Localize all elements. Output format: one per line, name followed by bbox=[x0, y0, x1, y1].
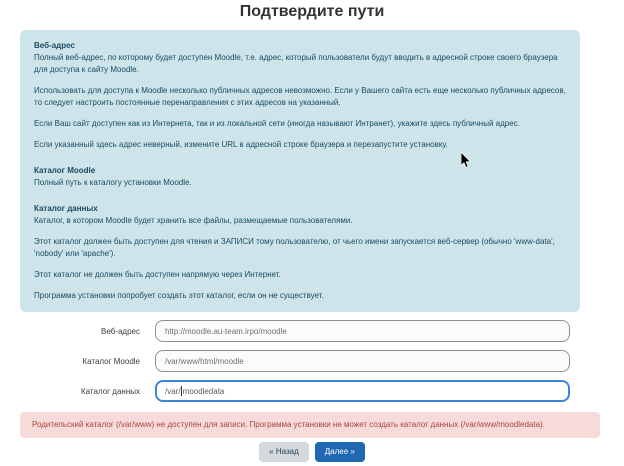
info-paragraph: Этот каталог не должен быть доступен напрямую через Интернет. bbox=[34, 270, 281, 279]
data-dir-row bbox=[20, 380, 586, 402]
info-section-web-address bbox=[34, 40, 566, 151]
moodle-dir-label: Каталог Moodle bbox=[82, 356, 140, 366]
info-section-moodle-dir bbox=[34, 165, 566, 189]
info-paragraph: Программа установки попробует создать этот каталог, если он не существует. bbox=[34, 291, 324, 300]
moodle-dir-row bbox=[20, 350, 586, 372]
info-heading: Веб-адрес bbox=[34, 41, 75, 50]
moodle-dir-input[interactable] bbox=[155, 350, 570, 372]
info-heading: Каталог данных bbox=[34, 204, 98, 213]
data-dir-value-before-caret: /var/ bbox=[165, 386, 181, 396]
data-dir-value-after-caret: moodledata bbox=[182, 386, 225, 396]
web-address-input[interactable] bbox=[155, 320, 570, 342]
data-dir-label: Каталог данных bbox=[80, 386, 140, 396]
info-paragraph: Полный путь к каталогу установки Moodle. bbox=[34, 178, 192, 187]
page-title: Подтвердите пути bbox=[239, 3, 385, 20]
info-paragraph: Полный веб-адрес, по которому будет доступен Moodle, т.е. адрес, который пользователи будут вводить в адресной строке своего браузера для доступа к сайту Moodle. bbox=[34, 53, 558, 74]
next-button[interactable]: Далее » bbox=[315, 442, 365, 462]
info-paragraph: Этот каталог должен быть доступен для чтения и ЗАПИСИ тому пользователю, от чьего имени запускается веб-сервер (обычно 'www-data', 'nobody' или 'apache'). bbox=[34, 237, 555, 258]
button-row bbox=[0, 442, 624, 462]
data-dir-input[interactable] bbox=[155, 380, 570, 402]
info-paragraph: Каталог, в котором Moodle будет хранить все файлы, размещаемые пользователями. bbox=[34, 216, 353, 225]
paths-info-box bbox=[20, 30, 580, 312]
error-alert: Родительский каталог (/var/www) не доступен для записи. Программа установки не может создать каталог данных (/var/www/moodledata). bbox=[20, 412, 600, 438]
info-paragraph: Если Ваш сайт доступен как из Интернета, так и из локальной сети (иногда называют Интранет), укажите здесь публичный адрес. bbox=[34, 119, 520, 128]
info-paragraph: Если указанный здесь адрес неверный, измените URL в адресной строке браузера и перезапустите установку. bbox=[34, 140, 448, 149]
info-section-data-dir bbox=[34, 203, 566, 302]
web-address-label: Веб-адрес bbox=[101, 326, 140, 336]
info-paragraph: Использовать для доступа к Moodle несколько публичных адресов невозможно. Если у Вашего сайта есть еще несколько публичных адресов, то следует настроить постоянные перенаправления с этих адресов на указанный. bbox=[34, 86, 566, 107]
info-heading: Каталог Moodle bbox=[34, 166, 96, 175]
back-button[interactable]: « Назад bbox=[259, 442, 309, 462]
web-address-row bbox=[20, 320, 586, 342]
